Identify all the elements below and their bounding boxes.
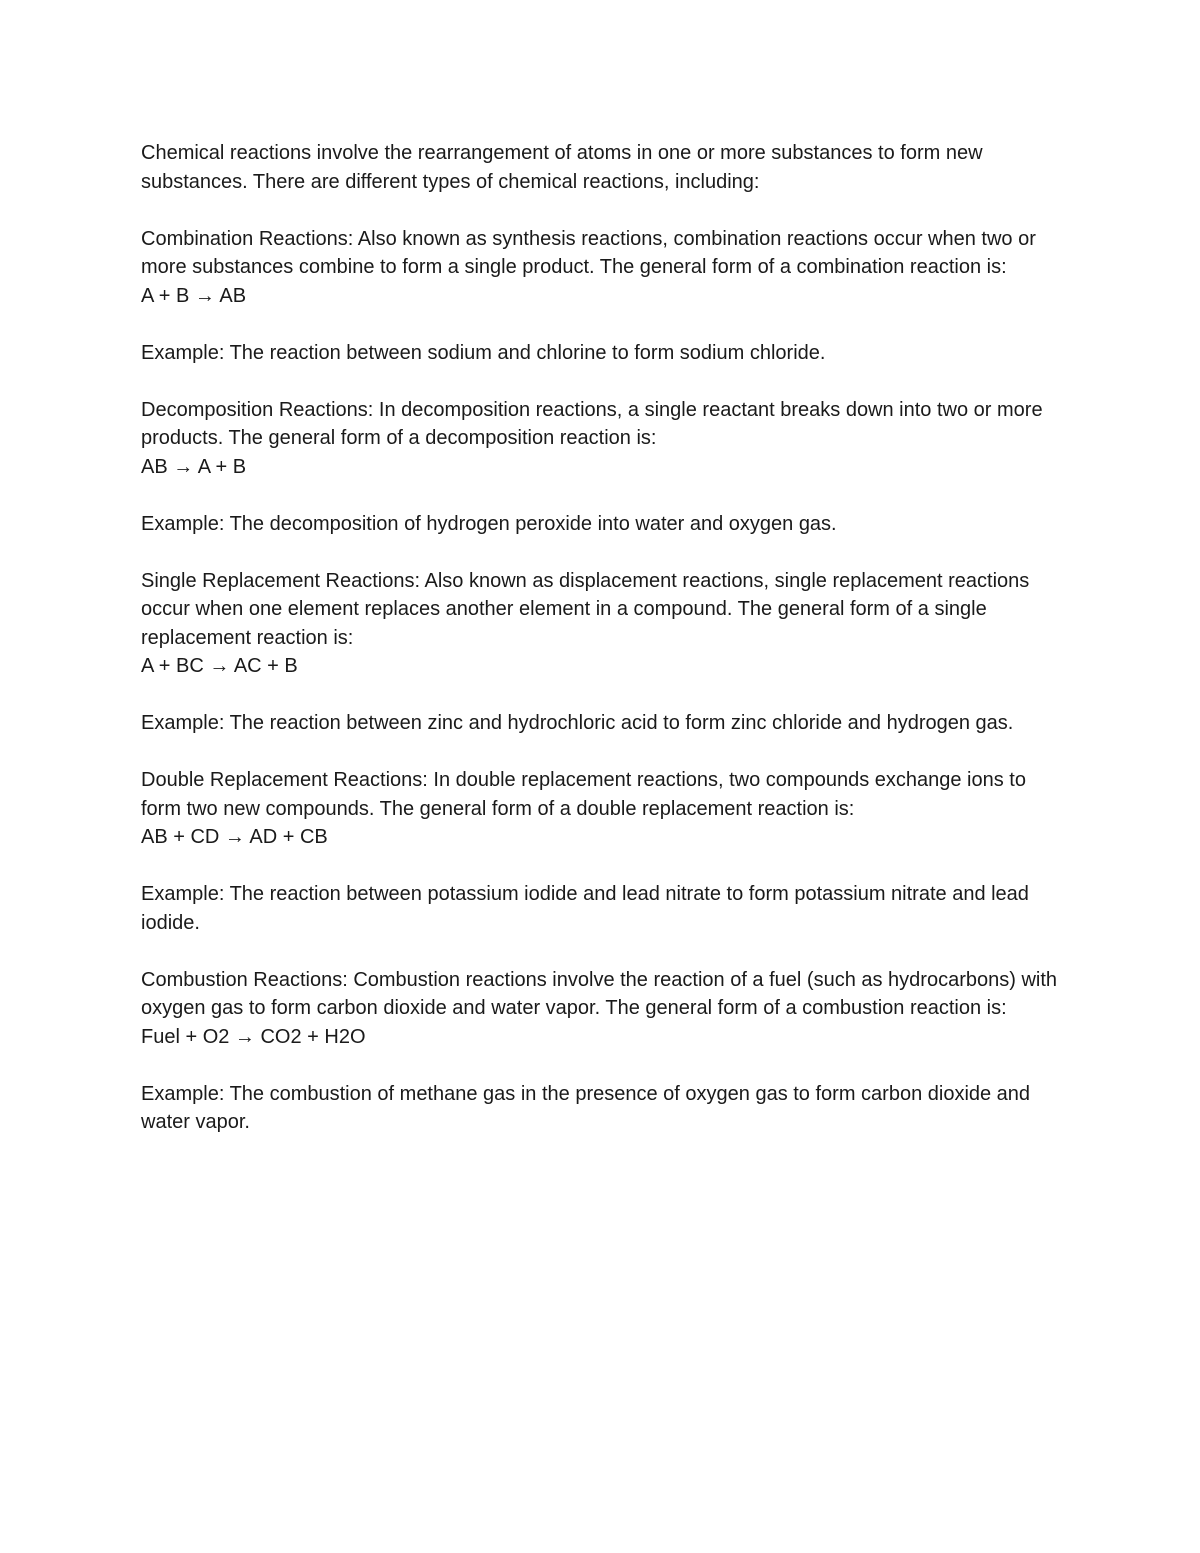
- spacer: [141, 310, 1071, 339]
- spacer: [141, 852, 1071, 881]
- combination-example: Example: The reaction between sodium and chlorine to form sodium chloride.: [141, 341, 826, 364]
- double-replacement-equation: AB + CD → AD + CB: [141, 826, 328, 848]
- decomposition-equation: AB → A + B: [141, 455, 247, 478]
- spacer: [141, 538, 1071, 567]
- spacer: [141, 367, 1071, 396]
- combination-equation: A + B → AB: [141, 284, 247, 307]
- combustion-example: Example: The combustion of methane gas in the presence of oxygen gas to form carbon dioxide and water vapor.: [141, 1082, 1036, 1133]
- spacer: [141, 1051, 1071, 1080]
- spacer: [141, 681, 1071, 710]
- spacer: [141, 738, 1071, 767]
- intro-paragraph: Chemical reactions involve the rearrangement of atoms in one or more substances to form new substances. There are different types of chemical reactions, including:: [141, 142, 989, 193]
- decomposition-description: Decomposition Reactions: In decomposition reactions, a single reactant breaks down into two or more products. The general form of a decomposition reaction is:: [141, 398, 1049, 449]
- single-replacement-equation: A + BC → AC + B: [141, 655, 298, 677]
- spacer: [141, 937, 1071, 966]
- double-replacement-description: Double Replacement Reactions: In double replacement reactions, two compounds exchange ions to form two new compounds. The general form of a double replacement reaction is:: [141, 769, 1032, 820]
- spacer: [141, 196, 1071, 225]
- single-replacement-description: Single Replacement Reactions: Also known as displacement reactions, single replacement reactions occur when one element replaces another element in a compound. The general form of a single replacement reaction is:: [141, 569, 1035, 649]
- combination-description: Combination Reactions: Also known as synthesis reactions, combination reactions occur when two or more substances combine to form a single product. The general form of a combination reaction is:: [141, 227, 1042, 278]
- spacer: [141, 481, 1071, 510]
- combustion-description: Combustion Reactions: Combustion reactions involve the reaction of a fuel (such as hydrocarbons) with oxygen gas to form carbon dioxide and water vapor. The general form of a combustion reaction is:: [141, 968, 1063, 1019]
- document-body: [141, 139, 1071, 1137]
- combustion-equation: Fuel + O2 → CO2 + H2O: [141, 1025, 366, 1048]
- double-replacement-example: Example: The reaction between potassium iodide and lead nitrate to form potassium nitrate and lead iodide.: [141, 883, 1035, 934]
- decomposition-example: Example: The decomposition of hydrogen peroxide into water and oxygen gas.: [141, 512, 837, 535]
- single-replacement-example: Example: The reaction between zinc and hydrochloric acid to form zinc chloride and hydrogen gas.: [141, 712, 1014, 734]
